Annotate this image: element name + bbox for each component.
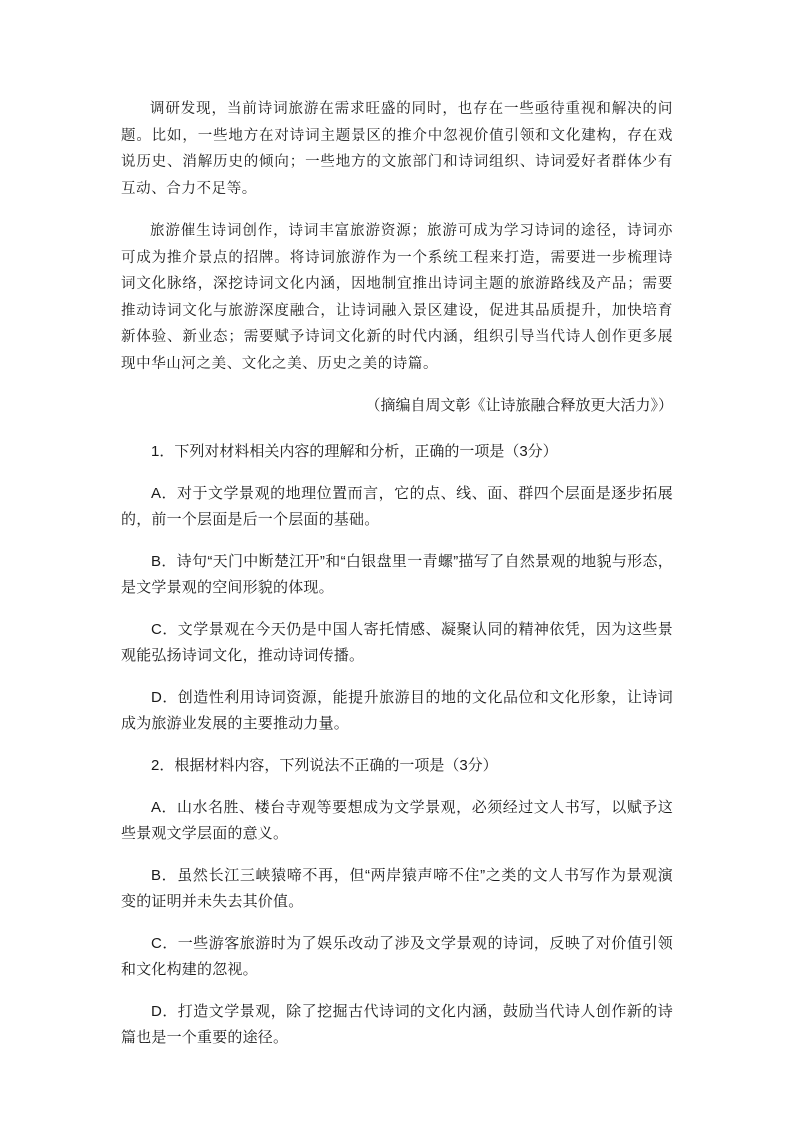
option-a: A．山水名胜、楼台寺观等要想成为文学景观，必须经过文人书写，以赋予这些景观文学层面的意义。 xyxy=(121,799,673,842)
option-b: B．虽然长江三峡猿啼不再，但“两岸猿声啼不住”之类的文人书写作为景观演变的证明并未失去其价值。 xyxy=(121,867,673,910)
option-d: D．打造文学景观，除了挖掘古代诗词的文化内涵，鼓励当代诗人创作新的诗篇也是一个重要的途径。 xyxy=(121,1003,673,1046)
option-d: D．创造性利用诗词资源，能提升旅游目的地的文化品位和文化形象，让诗词成为旅游业发展的主要推动力量。 xyxy=(121,689,673,732)
passage-paragraph-2: 旅游催生诗词创作，诗词丰富旅游资源；旅游可成为学习诗词的途径，诗词亦可成为推介景点的招牌。将诗词旅游作为一个系统工程来打造，需要进一步梳理诗词文化脉络，深挖诗词文化内涵，因地制宜推出诗词主题的旅游路线及产品；需要推动诗词文化与旅游深度融合，让诗词融入景区建设，促进其品质提升，加快培育新体验、新业态；需要赋予诗词文化新的时代内涵，组织引导当代诗人创作更多展现中华山河之美、文化之美、历史之美的诗篇。 xyxy=(121,223,673,372)
option-c: C．一些游客旅游时为了娱乐改动了涉及文学景观的诗词，反映了对价值引领和文化构建的忽视。 xyxy=(121,935,673,978)
option-c: C．文学景观在今天仍是中国人寄托情感、凝聚认同的精神依凭，因为这些景观能弘扬诗词文化，推动诗词传播。 xyxy=(121,621,673,664)
question-1 xyxy=(121,439,673,737)
source-citation: （摘编自周文彰《让诗旅融合释放更大活力》） xyxy=(365,397,673,414)
passage-paragraph-1: 调研发现，当前诗词旅游在需求旺盛的同时，也存在一些亟待重视和解决的问题。比如，一些地方在对诗词主题景区的推介中忽视价值引领和文化建构，存在戏说历史、消解历史的倾向；一些地方的文旅部门和诗词组织、诗词爱好者群体少有互动、合力不足等。 xyxy=(121,101,673,197)
option-b: B．诗句“天门中断楚江开”和“白银盘里一青螺”描写了自然景观的地貌与形态，是文学景观的空间形貌的体现。 xyxy=(121,553,673,596)
question-stem: 1．下列对材料相关内容的理解和分析，正确的一项是（3分） xyxy=(151,443,558,460)
option-a: A．对于文学景观的地理位置而言，它的点、线、面、群四个层面是逐步拓展的，前一个层面是后一个层面的基础。 xyxy=(121,485,673,528)
exam-page xyxy=(121,96,673,1067)
question-stem: 2．根据材料内容，下列说法不正确的一项是（3分） xyxy=(151,757,498,774)
question-2 xyxy=(121,753,673,1051)
